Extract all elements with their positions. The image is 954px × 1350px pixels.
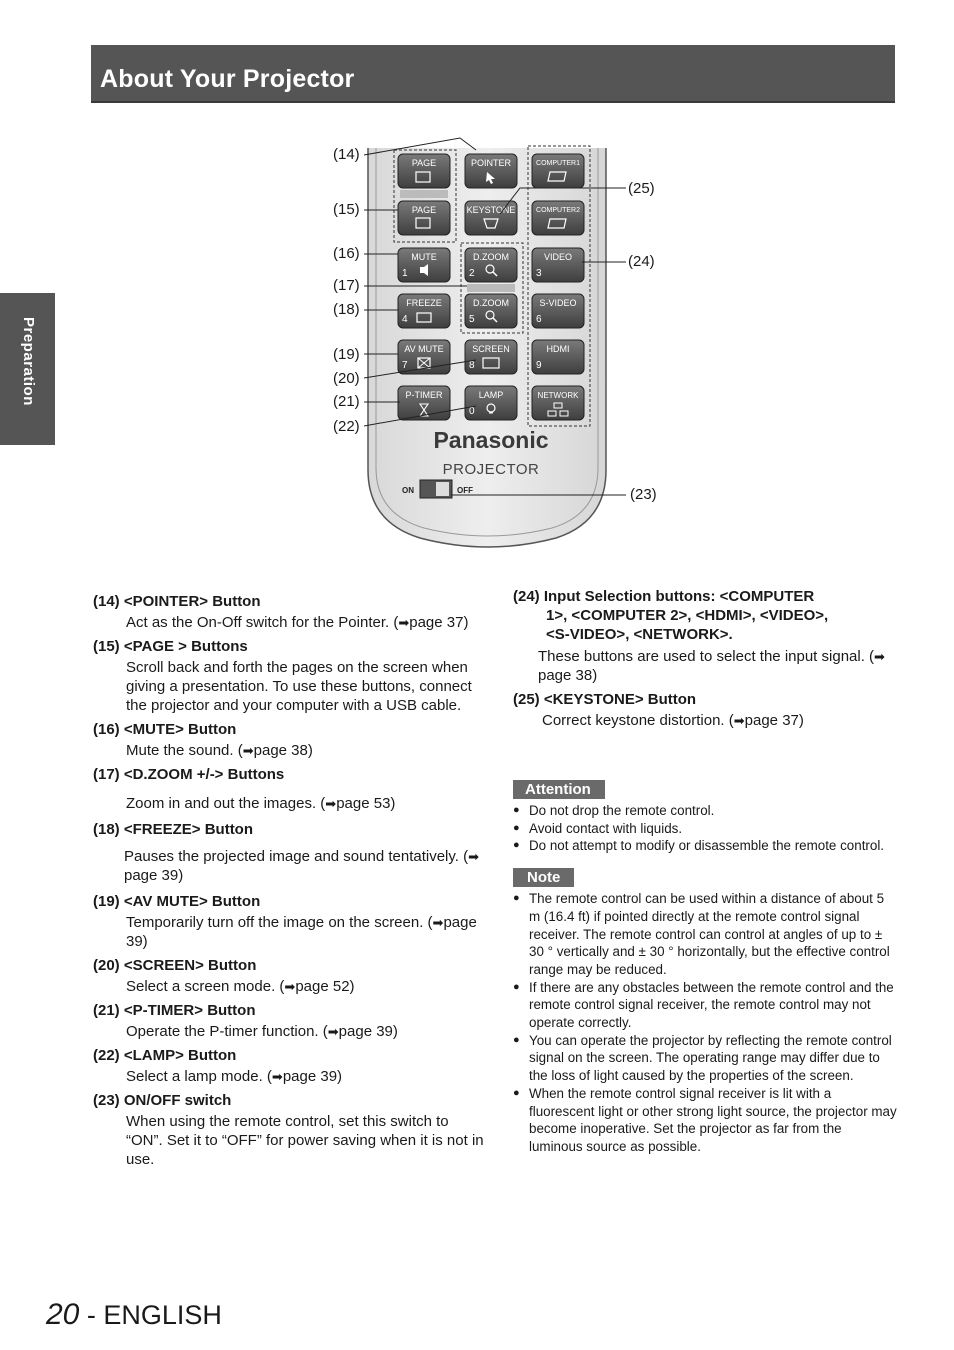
list-item: ● Do not drop the remote control. (513, 802, 898, 820)
side-tab-label: Preparation (20, 317, 37, 406)
page-ref-arrow-icon: ➡ (325, 796, 337, 811)
switch-on-label: ON (402, 486, 414, 495)
computer2-label: COMPUTER2 (536, 207, 580, 214)
svg-text:5: 5 (469, 314, 475, 325)
page-ref-arrow-icon: ➡ (733, 713, 745, 728)
footer-language: ENGLISH (103, 1300, 222, 1330)
remote-control-illustration (320, 130, 680, 555)
av-mute-button (398, 340, 450, 374)
svg-text:9: 9 (536, 360, 542, 371)
callout-19: (19) (333, 346, 360, 363)
note-badge: Note (513, 868, 574, 887)
video-label: VIDEO (543, 252, 573, 262)
item-body: Scroll back and forth the pages on the screen when giving a presentation. To use these buttons, connect the projector and your computer with a USB cable. (126, 659, 472, 714)
page-ref-arrow-icon: ➡ (398, 615, 410, 630)
lamp-label: LAMP (478, 390, 504, 400)
mute-label: MUTE (411, 252, 437, 262)
page-down-label: PAGE (411, 205, 437, 215)
item-heading: (25) <KEYSTONE> Button (513, 691, 697, 708)
pointer-label: POINTER (470, 158, 512, 168)
page-footer (46, 1298, 222, 1332)
side-tab (0, 293, 55, 445)
dzoom-plus-button (465, 248, 517, 282)
svideo-label: S-VIDEO (539, 298, 577, 308)
dzoom-plus-label: D.ZOOM (473, 252, 509, 262)
item-freeze (93, 820, 488, 885)
item-body: Select a lamp mode. (➡page 39) (126, 1068, 343, 1085)
attention-list (513, 802, 898, 855)
list-item: ● Do not attempt to modify or disassemble the remote control. (513, 837, 898, 855)
callout-18: (18) (333, 301, 360, 318)
page-up-button (398, 154, 450, 188)
item-heading: (20) <SCREEN> Button (93, 957, 257, 974)
computer1-button (532, 154, 584, 188)
item-av-mute (93, 892, 488, 951)
freeze-button (398, 294, 450, 328)
item-body: Correct keystone distortion. (➡page 37) (542, 712, 804, 729)
svg-text:2: 2 (469, 268, 475, 279)
item-heading: (19) <AV MUTE> Button (93, 893, 261, 910)
item-input-selection (513, 587, 898, 685)
hdmi-label: HDMI (546, 344, 570, 354)
item-body: Temporarily turn off the image on the screen. (➡page 39) (126, 914, 477, 950)
callout-22: (22) (333, 418, 360, 435)
switch-off-label: OFF (457, 486, 473, 495)
svg-text:7: 7 (402, 360, 408, 371)
button-descriptions-right (513, 587, 898, 1156)
computer2-button (532, 201, 584, 235)
page-ref-arrow-icon: ➡ (271, 1069, 283, 1084)
dzoom-minus-label: D.ZOOM (473, 298, 509, 308)
lamp-button (465, 386, 517, 420)
item-dzoom (93, 765, 488, 813)
item-body: Operate the P-timer function. (➡page 39) (126, 1023, 398, 1040)
network-button (532, 386, 584, 420)
callout-14: (14) (333, 146, 360, 163)
item-body: Select a screen mode. (➡page 52) (126, 978, 355, 995)
svg-text:3: 3 (536, 268, 542, 279)
item-on-off-switch (93, 1091, 488, 1169)
item-body: Pauses the projected image and sound tentatively. (➡page 39) (124, 848, 480, 884)
p-timer-label: P-TIMER (405, 390, 443, 400)
page-ref-arrow-icon: ➡ (432, 915, 444, 930)
item-body: These buttons are used to select the input signal. (➡page 38) (538, 648, 885, 684)
item-body: Zoom in and out the images. (➡page 53) (126, 795, 396, 812)
item-keystone (513, 690, 898, 730)
list-item: ● If there are any obstacles between the remote control and the remote control signal receiver, the remote control may not operate correctly. (513, 979, 898, 1032)
list-item: ● The remote control can be used within a distance of about 5 m (16.4 ft) if pointed directly at the remote control signal receiver. The remote control can control at angles of up to ± 30 ° vertically and ± 30 ° horizontally, but the effective control range may be reduced. (513, 890, 898, 979)
page-title: About Your Projector (100, 65, 355, 93)
item-body: When using the remote control, set this switch to “ON”. Set it to “OFF” for power saving when it is not in use. (126, 1113, 484, 1168)
screen-button (465, 340, 517, 374)
page-down-button (398, 201, 450, 235)
page-number: 20 (46, 1298, 80, 1331)
hdmi-button (532, 340, 584, 374)
freeze-label: FREEZE (406, 298, 442, 308)
callout-21: (21) (333, 393, 360, 410)
list-item: ● When the remote control signal receiver is lit with a fluorescent light or other strong light source, the projector may become inoperative. Set the projector as far from the luminous source as possible. (513, 1085, 898, 1156)
callout-20: (20) (333, 370, 360, 387)
page-ref-arrow-icon: ➡ (468, 849, 480, 864)
callout-17: (17) (333, 277, 360, 294)
brand-logo: Panasonic (433, 427, 549, 453)
keystone-button (465, 201, 517, 235)
page-ref-arrow-icon: ➡ (327, 1024, 339, 1039)
page-up-label: PAGE (411, 158, 437, 168)
network-label: NETWORK (537, 391, 579, 400)
footer-separator: - (79, 1300, 104, 1330)
note-block (513, 868, 898, 1156)
svg-text:0: 0 (469, 406, 475, 417)
page-ref-arrow-icon: ➡ (874, 649, 885, 664)
svg-text:8: 8 (469, 360, 475, 371)
model-label: PROJECTOR (442, 461, 540, 478)
item-pointer (93, 592, 488, 632)
callout-15: (15) (333, 201, 360, 218)
item-screen (93, 956, 488, 996)
attention-block (513, 780, 898, 855)
callout-23: (23) (630, 486, 657, 503)
callout-25: (25) (628, 180, 655, 197)
attention-badge: Attention (513, 780, 605, 799)
section-header-bar (91, 45, 895, 103)
callout-16: (16) (333, 245, 360, 262)
av-mute-label: AV MUTE (404, 344, 444, 354)
svg-text:1: 1 (402, 268, 408, 279)
page-ref-arrow-icon: ➡ (284, 979, 296, 994)
item-heading: (16) <MUTE> Button (93, 721, 237, 738)
video-button (532, 248, 584, 282)
item-heading: (18) <FREEZE> Button (93, 821, 254, 838)
item-body: Mute the sound. (➡page 38) (126, 742, 313, 759)
item-heading: (24) Input Selection buttons: <COMPUTER 1>, <COMPUTER 2>, <HDMI>, <VIDEO>, <S-VIDEO>, <NETWORK>. (513, 588, 829, 643)
item-heading: (17) <D.ZOOM +/-> Buttons (93, 766, 285, 783)
item-lamp (93, 1046, 488, 1086)
item-heading: (15) <PAGE > Buttons (93, 638, 248, 655)
screen-label: SCREEN (472, 344, 510, 354)
keystone-label: KEYSTONE (466, 205, 516, 215)
item-heading: (22) <LAMP> Button (93, 1047, 237, 1064)
note-list (513, 890, 898, 1156)
svideo-button (532, 294, 584, 328)
callout-24: (24) (628, 253, 655, 270)
item-heading: (23) ON/OFF switch (93, 1092, 232, 1109)
item-page (93, 637, 488, 715)
item-heading: (14) <POINTER> Button (93, 593, 261, 610)
mute-button (398, 248, 450, 282)
dzoom-minus-button (465, 294, 517, 328)
list-item: ● You can operate the projector by reflecting the remote control signal on the screen. The operating range may differ due to the loss of light caused by the properties of the screen. (513, 1032, 898, 1085)
svg-text:6: 6 (536, 314, 542, 325)
item-heading: (21) <P-TIMER> Button (93, 1002, 256, 1019)
svg-text:4: 4 (402, 314, 408, 325)
button-descriptions-left (93, 592, 488, 1169)
list-item: ● Avoid contact with liquids. (513, 820, 898, 838)
pointer-button (465, 154, 517, 188)
item-mute (93, 720, 488, 760)
computer1-label: COMPUTER1 (536, 160, 580, 167)
item-body: Act as the On-Off switch for the Pointer. (➡page 37) (126, 614, 469, 631)
item-p-timer (93, 1001, 488, 1041)
page-ref-arrow-icon: ➡ (242, 743, 254, 758)
